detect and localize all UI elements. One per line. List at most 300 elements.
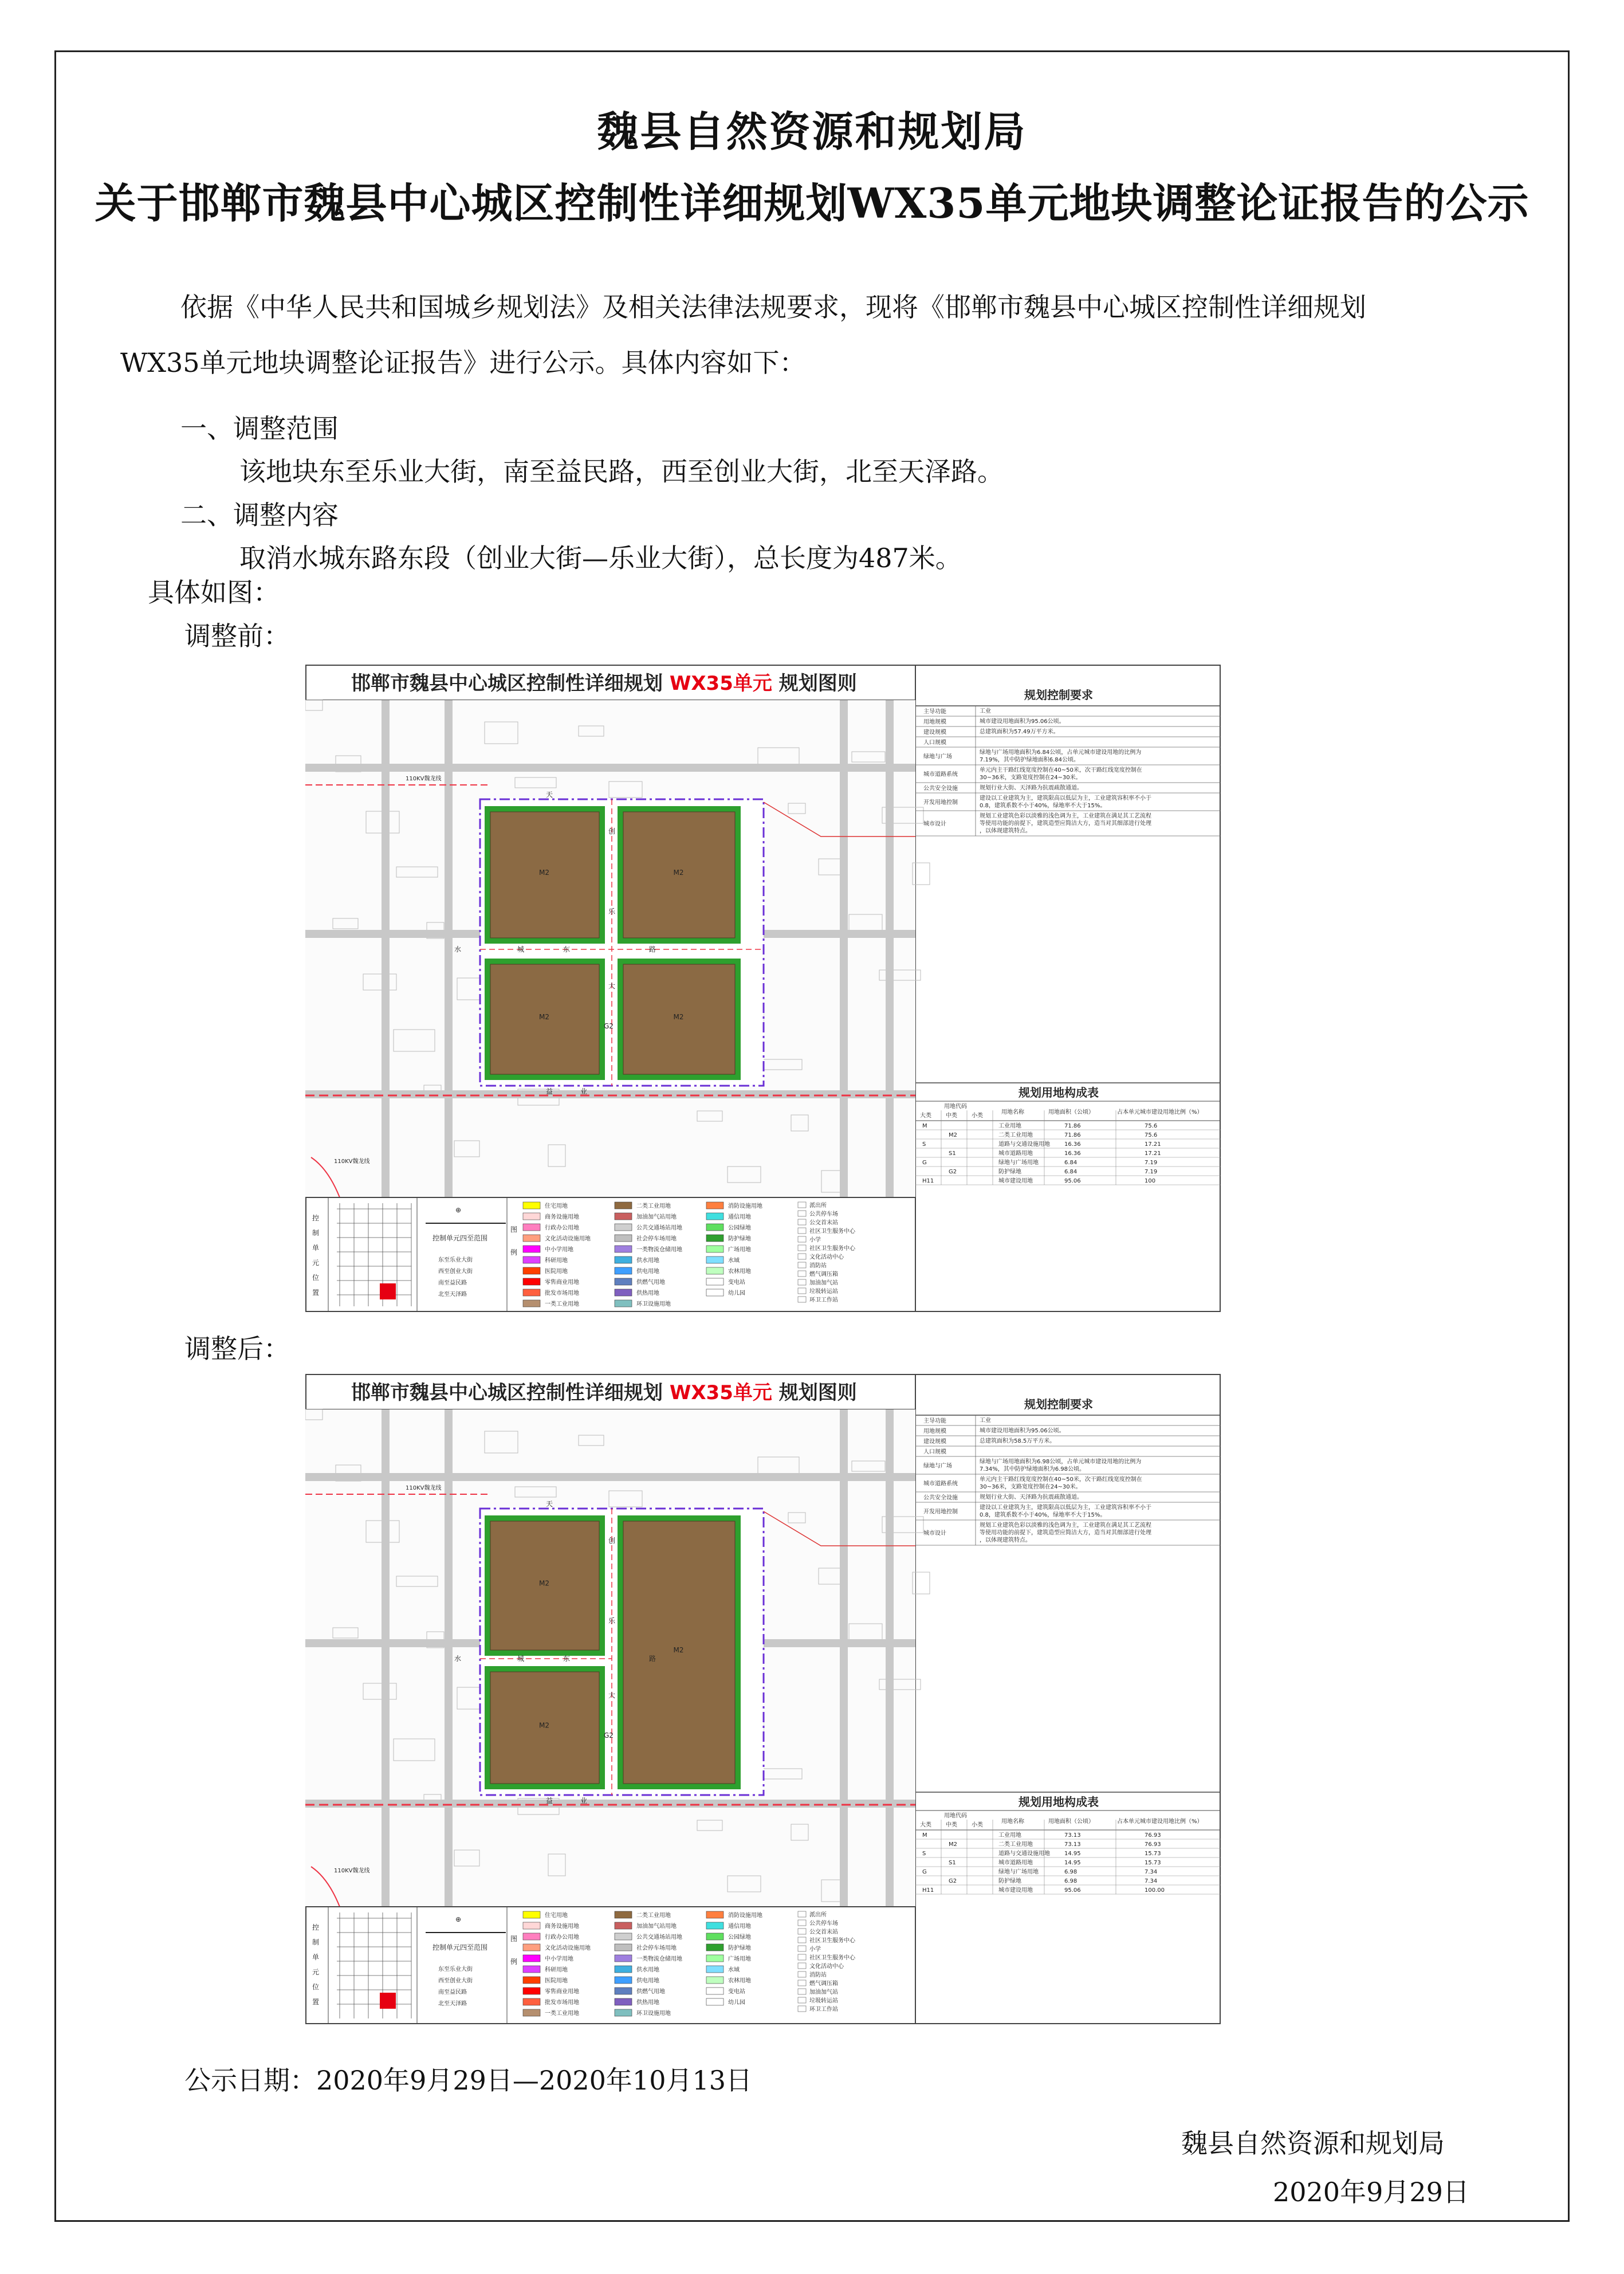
legend-symbol-text: 消防站 <box>809 1972 827 1978</box>
location-label-char: 控 <box>312 1214 320 1222</box>
scope-title: 控制单元四至范围 <box>432 1234 488 1242</box>
landuse-area: 16.36 <box>1064 1141 1081 1148</box>
after-label: 调整后： <box>184 1333 290 1364</box>
control-value: 规划工业建筑色彩以淡雅的浅色调为主，工业建筑在满足其工艺流程 <box>980 1522 1151 1529</box>
control-value: ，以体现建筑特点。 <box>980 828 1031 834</box>
block-code: M2 <box>539 1013 549 1021</box>
landuse-name: 防护绿地 <box>998 1169 1021 1175</box>
landuse-mid: M2 <box>949 1132 957 1138</box>
road-char-north: 天 <box>546 1500 553 1508</box>
location-label-char: 元 <box>312 1259 320 1267</box>
legend-swatch <box>615 1911 632 1918</box>
scope-line: 西至创业大街 <box>438 1978 473 1984</box>
legend-text: 变电站 <box>728 1989 745 1995</box>
landuse-area: 95.06 <box>1064 1887 1081 1894</box>
legend-swatch <box>523 1944 540 1951</box>
legend-symbol-text: 加油加气站 <box>809 1280 838 1286</box>
map-after <box>305 1374 1221 2024</box>
legend-symbol-text: 小学 <box>809 1237 821 1243</box>
landuse-head-ratio: 占本单元城市建设用地比例（%） <box>1117 1819 1203 1825</box>
landuse-name: 道路与交通设施用地 <box>998 1141 1050 1148</box>
landuse-head-mid: 中类 <box>946 1113 957 1119</box>
landuse-name: 城市建设用地 <box>998 1887 1033 1894</box>
legend-text: 广场用地 <box>728 1956 751 1962</box>
control-key: 主导功能 <box>923 709 946 715</box>
legend-swatch <box>706 1911 723 1918</box>
legend-symbol-text: 公共停车场 <box>809 1920 838 1927</box>
legend-swatch <box>615 1944 632 1951</box>
landuse-ratio: 17.21 <box>1145 1141 1161 1148</box>
legend-swatch <box>615 1988 632 1994</box>
control-value: 7.19%，其中防护绿地面积6.84公顷。 <box>980 757 1080 763</box>
legend-swatch <box>523 1246 540 1252</box>
legend-symbol-icon <box>798 1219 806 1225</box>
road-char-vert-a: 乐 <box>608 1617 616 1625</box>
legend-symbol-icon <box>798 1954 806 1960</box>
road-char-south: 益 <box>546 1087 553 1095</box>
landuse-name: 二类工业用地 <box>998 1132 1033 1138</box>
north-arrow-icon: ⊕ <box>455 1915 462 1923</box>
landuse-name: 城市道路用地 <box>998 1150 1033 1157</box>
legend-symbol-icon <box>798 1997 806 2003</box>
landuse-area: 73.13 <box>1064 1841 1081 1848</box>
road-char-mid-d: 路 <box>649 1655 656 1663</box>
control-value: 单元内主干路红线宽度控制在40~50米，次干路红线宽度控制在 <box>980 1476 1142 1483</box>
landuse-big: G <box>922 1869 927 1875</box>
landuse-head-ratio: 占本单元城市建设用地比例（%） <box>1117 1109 1203 1116</box>
legend-swatch <box>615 1246 632 1252</box>
control-value: 总建筑面积为57.49万平方米。 <box>980 729 1059 735</box>
announcement-dates: 公示日期：2020年9月29日—2020年10月13日 <box>184 2065 752 2096</box>
legend-text: 供水用地 <box>636 1967 659 1973</box>
block-code: M2 <box>673 1013 684 1021</box>
legend-symbol-icon <box>798 1228 806 1234</box>
legend-swatch <box>706 1289 723 1296</box>
legend-symbol-text: 燃气调压箱 <box>809 1981 838 1987</box>
legend-swatch <box>523 1235 540 1242</box>
power-line-label-lower: 110KV魏龙线 <box>334 1868 370 1874</box>
landuse-ratio: 100 <box>1145 1178 1156 1184</box>
legend-symbol-icon <box>798 2006 806 2012</box>
scope-line: 南至益民路 <box>438 1989 467 1996</box>
landuse-name: 绿地与广场用地 <box>998 1160 1039 1166</box>
legend-text: 一类物流仓储用地 <box>636 1956 682 1962</box>
landuse-ratio: 15.73 <box>1145 1860 1161 1866</box>
control-value: 建设以工业建筑为主，建筑限高以低层为主，工业建筑容积率不小于 <box>980 795 1151 802</box>
legend-swatch <box>523 2009 540 2016</box>
legend-text: 文化活动设施用地 <box>545 1236 591 1242</box>
legend-label-char: 例 <box>510 1248 518 1256</box>
control-key: 开发用地控制 <box>923 799 958 806</box>
legend-swatch <box>523 1278 540 1285</box>
control-value: 工业 <box>980 708 991 714</box>
control-value: ，以体现建筑特点。 <box>980 1537 1031 1544</box>
legend-symbol-text: 文化活动中心 <box>809 1963 844 1970</box>
road-char-west1: 创 <box>608 827 616 835</box>
legend-swatch <box>615 2009 632 2016</box>
legend-label-char: 例 <box>510 1958 518 1966</box>
power-line-label-lower: 110KV魏龙线 <box>334 1158 370 1165</box>
landuse-head-small: 小类 <box>972 1113 983 1119</box>
legend-swatch <box>706 1278 723 1285</box>
legend-text: 幼儿园 <box>728 1290 745 1297</box>
landuse-ratio: 75.6 <box>1145 1123 1158 1129</box>
legend-text: 医院用地 <box>545 1268 568 1275</box>
road-char-vert-b: 大 <box>608 982 616 990</box>
legend-text: 水域 <box>728 1967 740 1973</box>
signature-date: 2020年9月29日 <box>1273 2177 1469 2208</box>
landuse-head-code: 用地代码 <box>944 1103 967 1110</box>
control-title: 规划控制要求 <box>1024 1397 1093 1411</box>
map-title-suffix: 规划图则 <box>772 672 857 695</box>
control-key: 用地规模 <box>923 1428 946 1435</box>
map-title-prefix: 邯郸市魏县中心城区控制性详细规划 <box>351 672 670 695</box>
intro-line-1: 依据《中华人民共和国城乡规划法》及相关法律法规要求，现将《邯郸市魏县中心城区控制性详细规划 <box>180 292 1366 323</box>
landuse-big: M <box>922 1123 927 1129</box>
legend-text: 供热用地 <box>636 2000 659 2006</box>
legend-swatch <box>615 1955 632 1962</box>
legend-symbol-text: 燃气调压箱 <box>809 1271 838 1278</box>
legend-symbol-text: 环卫工作站 <box>809 2006 838 2013</box>
legend-swatch <box>615 1202 632 1209</box>
legend-swatch <box>615 1256 632 1263</box>
legend-swatch <box>706 1246 723 1252</box>
legend-swatch <box>615 1289 632 1296</box>
intro-line-2: WX35单元地块调整论证报告》进行公示。具体内容如下： <box>120 347 806 378</box>
landuse-area: 14.95 <box>1064 1860 1081 1866</box>
legend-text: 科研用地 <box>545 1258 568 1264</box>
legend-swatch <box>706 1922 723 1929</box>
legend-symbol-icon <box>798 1262 806 1268</box>
landuse-head-small: 小类 <box>972 1822 983 1828</box>
landuse-area: 6.84 <box>1064 1160 1078 1166</box>
legend-swatch <box>706 1213 723 1220</box>
location-label-char: 位 <box>312 1274 320 1282</box>
location-label-char: 单 <box>312 1244 320 1252</box>
landuse-head-name: 用地名称 <box>1001 1109 1024 1116</box>
legend-text: 消防设施用地 <box>728 1912 762 1919</box>
legend-text: 文化活动设施用地 <box>545 1945 591 1951</box>
control-value: 规划行业大街、天泽路为抗震疏散通道。 <box>980 1494 1083 1501</box>
legend-label-char: 图 <box>510 1935 518 1943</box>
control-key: 城市设计 <box>923 1530 946 1537</box>
landuse-area: 14.95 <box>1064 1851 1081 1857</box>
legend-symbol-icon <box>798 1211 806 1216</box>
legend-symbol-text: 社区卫生服务中心 <box>809 1228 855 1235</box>
legend-swatch <box>706 1977 723 1984</box>
legend-swatch <box>615 1300 632 1307</box>
location-label-char: 制 <box>312 1229 320 1237</box>
landuse-ratio: 7.19 <box>1145 1160 1158 1166</box>
legend-swatch <box>615 1235 632 1242</box>
road-char-south: 益 <box>546 1797 553 1805</box>
road-char-mid-c: 东 <box>563 945 571 953</box>
block-code: M2 <box>673 1646 684 1654</box>
power-line-label: 110KV魏龙线 <box>406 776 442 782</box>
control-key: 用地规模 <box>923 719 946 725</box>
legend-text: 消防设施用地 <box>728 1203 762 1209</box>
map-before <box>305 665 1221 1312</box>
landuse-area: 71.86 <box>1064 1123 1081 1129</box>
scope-line: 南至益民路 <box>438 1280 467 1286</box>
landuse-head-big: 大类 <box>920 1113 931 1119</box>
legend-text: 加油加气站用地 <box>636 1923 677 1930</box>
landuse-title: 规划用地构成表 <box>1019 1795 1099 1809</box>
landuse-area: 16.36 <box>1064 1150 1081 1157</box>
road-char-west2: 业 <box>580 1797 588 1805</box>
legend-swatch <box>523 1300 540 1307</box>
legend-text: 防护绿地 <box>728 1945 751 1951</box>
legend-symbol-icon <box>798 1236 806 1242</box>
legend-symbol-icon <box>798 1911 806 1917</box>
location-marker <box>380 1283 396 1299</box>
control-key: 开发用地控制 <box>923 1509 958 1515</box>
road-char-mid-a: 水 <box>454 1655 462 1663</box>
landuse-area: 6.98 <box>1064 1878 1078 1884</box>
landuse-area: 6.84 <box>1064 1169 1078 1175</box>
landuse-big: H11 <box>922 1887 934 1894</box>
legend-swatch <box>615 1278 632 1285</box>
road-char-mid-d: 路 <box>649 945 656 953</box>
legend-swatch <box>523 1988 540 1994</box>
landuse-name: 城市建设用地 <box>998 1178 1033 1184</box>
legend-text: 农林用地 <box>728 1268 751 1275</box>
map-title-unit: WX35单元 <box>669 672 772 695</box>
legend-swatch <box>615 1998 632 2005</box>
legend-text: 农林用地 <box>728 1978 751 1984</box>
green-code: G2 <box>604 1731 614 1739</box>
location-label-char: 置 <box>312 1289 320 1297</box>
landuse-big: H11 <box>922 1178 934 1184</box>
legend-swatch <box>706 1955 723 1962</box>
control-value: 绿地与广场用地面积为6.98公顷，占单元城市建设用地的比例为 <box>980 1459 1142 1465</box>
legend-symbol-text: 社区卫生服务中心 <box>809 1246 855 1252</box>
control-key: 主导功能 <box>923 1418 946 1424</box>
legend-symbol-icon <box>798 1297 806 1302</box>
landuse-ratio: 7.34 <box>1145 1878 1158 1884</box>
control-value: 城市建设用地面积为95.06公顷。 <box>980 718 1065 725</box>
location-label-char: 控 <box>312 1923 320 1931</box>
control-key: 人口规模 <box>923 740 946 746</box>
legend-text: 零售商业用地 <box>545 1279 579 1286</box>
legend-symbol-icon <box>798 1271 806 1277</box>
legend-symbol-icon <box>798 1245 806 1251</box>
landuse-ratio: 17.21 <box>1145 1150 1161 1157</box>
legend-symbol-text: 派出所 <box>809 1203 827 1209</box>
control-key: 绿地与广场 <box>923 753 952 760</box>
scope-line: 北至天泽路 <box>438 2001 467 2007</box>
legend-text: 供水用地 <box>636 1258 659 1264</box>
control-value: 30~36米，支路宽度控制在24~30米。 <box>980 1484 1082 1490</box>
control-key: 城市设计 <box>923 821 946 827</box>
landuse-ratio: 100.00 <box>1145 1887 1165 1894</box>
legend-swatch <box>706 1235 723 1242</box>
control-value: 30~36米，支路宽度控制在24~30米。 <box>980 775 1082 781</box>
control-value: 城市建设用地面积为95.06公顷。 <box>980 1428 1065 1434</box>
location-label-char: 位 <box>312 1983 320 1991</box>
landuse-big: G <box>922 1160 927 1166</box>
legend-symbol-text: 文化活动中心 <box>809 1254 844 1260</box>
legend-swatch <box>523 1955 540 1962</box>
control-key: 建设规模 <box>923 1439 946 1445</box>
road-char-west2: 业 <box>580 1087 588 1095</box>
legend-label-char: 图 <box>510 1226 518 1234</box>
section-2-body: 取消水城东路东段（创业大街—乐业大街），总长度为487米。 <box>239 543 962 574</box>
legend-text: 防护绿地 <box>728 1236 751 1242</box>
control-value: 工业 <box>980 1417 991 1424</box>
legend-symbol-icon <box>798 1254 806 1259</box>
control-value: 单元内主干路红线宽度控制在40~50米，次干路红线宽度控制在 <box>980 767 1142 773</box>
scope-line: 东至乐业大街 <box>438 1257 473 1263</box>
legend-text: 加油加气站用地 <box>636 1214 677 1220</box>
landuse-area: 6.98 <box>1064 1869 1078 1875</box>
control-value: 规划工业建筑色彩以淡雅的浅色调为主，工业建筑在满足其工艺流程 <box>980 813 1151 819</box>
control-key: 城市道路系统 <box>923 771 958 778</box>
legend-swatch <box>523 1202 540 1209</box>
legend-text: 公园绿地 <box>728 1225 751 1231</box>
landuse-mid: S1 <box>949 1860 956 1866</box>
legend-symbol-text: 公交首末站 <box>809 1929 838 1935</box>
legend-symbol-icon <box>798 1980 806 1986</box>
control-value: 建设以工业建筑为主，建筑限高以低层为主，工业建筑容积率不小于 <box>980 1505 1151 1511</box>
section-1-body: 该地块东至乐业大街，南至益民路，西至创业大街，北至天泽路。 <box>239 456 1004 487</box>
road-char-mid-b: 城 <box>517 1655 525 1663</box>
legend-text: 批发市场用地 <box>545 2000 579 2006</box>
legend-symbol-text: 垃圾转运站 <box>809 1998 838 2004</box>
map-title-suffix: 规划图则 <box>772 1381 857 1404</box>
legend-symbol-text: 小学 <box>809 1946 821 1953</box>
legend-symbol-text: 公共停车场 <box>809 1211 838 1217</box>
legend-symbol-text: 派出所 <box>809 1912 827 1918</box>
legend-symbol-icon <box>798 1963 806 1969</box>
control-key: 建设规模 <box>923 729 946 736</box>
section-2-heading: 二、调整内容 <box>180 500 339 531</box>
location-label-char: 元 <box>312 1968 320 1976</box>
road-char-west1: 创 <box>608 1537 616 1545</box>
legend-symbol-text: 加油加气站 <box>809 1989 838 1996</box>
road-char-mid-a: 水 <box>454 945 462 953</box>
legend-swatch <box>615 1213 632 1220</box>
legend-swatch <box>706 1933 723 1940</box>
landuse-area: 95.06 <box>1064 1178 1081 1184</box>
legend-swatch <box>523 1256 540 1263</box>
legend-swatch <box>523 1911 540 1918</box>
landuse-ratio: 76.93 <box>1145 1832 1161 1839</box>
legend-symbol-icon <box>798 1288 806 1294</box>
control-value: 0.8，建筑系数不小于40%，绿地率不大于15%。 <box>980 1512 1106 1518</box>
road-char-vert-b: 大 <box>608 1691 616 1699</box>
landuse-big: M <box>922 1832 927 1839</box>
power-line-label: 110KV魏龙线 <box>406 1485 442 1491</box>
landuse-name: 工业用地 <box>998 1832 1021 1839</box>
scope-line: 东至乐业大街 <box>438 1966 473 1973</box>
control-value: 绿地与广场用地面积为6.84公顷，占单元城市建设用地的比例为 <box>980 749 1142 756</box>
legend-symbol-icon <box>798 1937 806 1943</box>
landuse-name: 城市道路用地 <box>998 1860 1033 1866</box>
legend-symbol-icon <box>798 1946 806 1951</box>
landuse-title: 规划用地构成表 <box>1019 1086 1099 1099</box>
landuse-ratio: 75.6 <box>1145 1132 1158 1138</box>
block-code: M2 <box>673 869 684 877</box>
legend-text: 水域 <box>728 1258 740 1264</box>
landuse-ratio: 7.34 <box>1145 1869 1158 1875</box>
control-key: 城市道路系统 <box>923 1480 958 1487</box>
figure-label: 具体如图： <box>148 577 280 608</box>
legend-text: 一类物流仓储用地 <box>636 1247 682 1253</box>
control-key: 公共安全设施 <box>923 786 958 792</box>
legend-symbol-text: 消防站 <box>809 1263 827 1269</box>
location-label-char: 单 <box>312 1953 320 1961</box>
legend-text: 公共交通场站用地 <box>636 1934 682 1941</box>
signature-org: 魏县自然资源和规划局 <box>1181 2128 1445 2159</box>
landuse-head-big: 大类 <box>920 1822 931 1828</box>
legend-swatch <box>615 1966 632 1973</box>
legend-symbol-icon <box>798 1989 806 1994</box>
legend-swatch <box>706 1944 723 1951</box>
org-heading: 魏县自然资源和规划局 <box>597 107 1027 156</box>
landuse-area: 71.86 <box>1064 1132 1081 1138</box>
landuse-ratio: 76.93 <box>1145 1841 1161 1848</box>
landuse-name: 防护绿地 <box>998 1878 1021 1884</box>
control-value: 等使用功能的前提下，建筑造型应简洁大方，造当对其细部进行处理 <box>980 820 1151 827</box>
legend-swatch <box>615 1267 632 1274</box>
legend-symbol-text: 社区卫生服务中心 <box>809 1955 855 1961</box>
legend-swatch <box>615 1977 632 1984</box>
landuse-head-area: 用地面积（公顷） <box>1048 1109 1094 1116</box>
legend-swatch <box>706 1202 723 1209</box>
landuse-name: 绿地与广场用地 <box>998 1869 1039 1875</box>
legend-swatch <box>523 1922 540 1929</box>
road-char-mid-c: 东 <box>563 1655 571 1663</box>
legend-symbol-text: 垃圾转运站 <box>809 1289 838 1295</box>
landuse-name: 工业用地 <box>998 1123 1021 1129</box>
landuse-mid: S1 <box>949 1150 956 1157</box>
legend-swatch <box>706 1998 723 2005</box>
legend-text: 幼儿园 <box>728 2000 745 2006</box>
control-value: 等使用功能的前提下，建筑造型应简洁大方，造当对其细部进行处理 <box>980 1530 1151 1536</box>
block-code: M2 <box>539 1579 549 1588</box>
control-title: 规划控制要求 <box>1024 688 1093 702</box>
planning-map-svg <box>305 665 1221 1312</box>
legend-text: 供电用地 <box>636 1978 659 1984</box>
legend-symbol-icon <box>798 1971 806 1977</box>
road-char-mid-b: 城 <box>517 945 525 953</box>
legend-symbol-icon <box>798 1920 806 1926</box>
legend-swatch <box>706 1267 723 1274</box>
legend-text: 通信用地 <box>728 1923 751 1930</box>
legend-text: 供燃气用地 <box>636 1989 665 1995</box>
map-title-unit: WX35单元 <box>669 1381 772 1404</box>
location-marker <box>380 1993 396 2009</box>
landuse-big: S <box>922 1141 926 1148</box>
landuse-name: 道路与交通设施用地 <box>998 1851 1050 1857</box>
legend-swatch <box>523 1933 540 1940</box>
before-label: 调整前： <box>184 620 290 651</box>
legend-swatch <box>523 1213 540 1220</box>
legend-text: 中小学用地 <box>545 1247 573 1253</box>
legend-text: 供燃气用地 <box>636 1279 665 1286</box>
legend-text: 二类工业用地 <box>636 1203 671 1209</box>
scope-line: 西至创业大街 <box>438 1268 473 1275</box>
location-label-char: 置 <box>312 1998 320 2006</box>
legend-swatch <box>615 1224 632 1231</box>
legend-swatch <box>706 1256 723 1263</box>
landuse-ratio: 7.19 <box>1145 1169 1158 1175</box>
green-code: G2 <box>604 1022 614 1030</box>
legend-swatch <box>523 1998 540 2005</box>
legend-text: 通信用地 <box>728 1214 751 1220</box>
legend-swatch <box>523 1289 540 1296</box>
